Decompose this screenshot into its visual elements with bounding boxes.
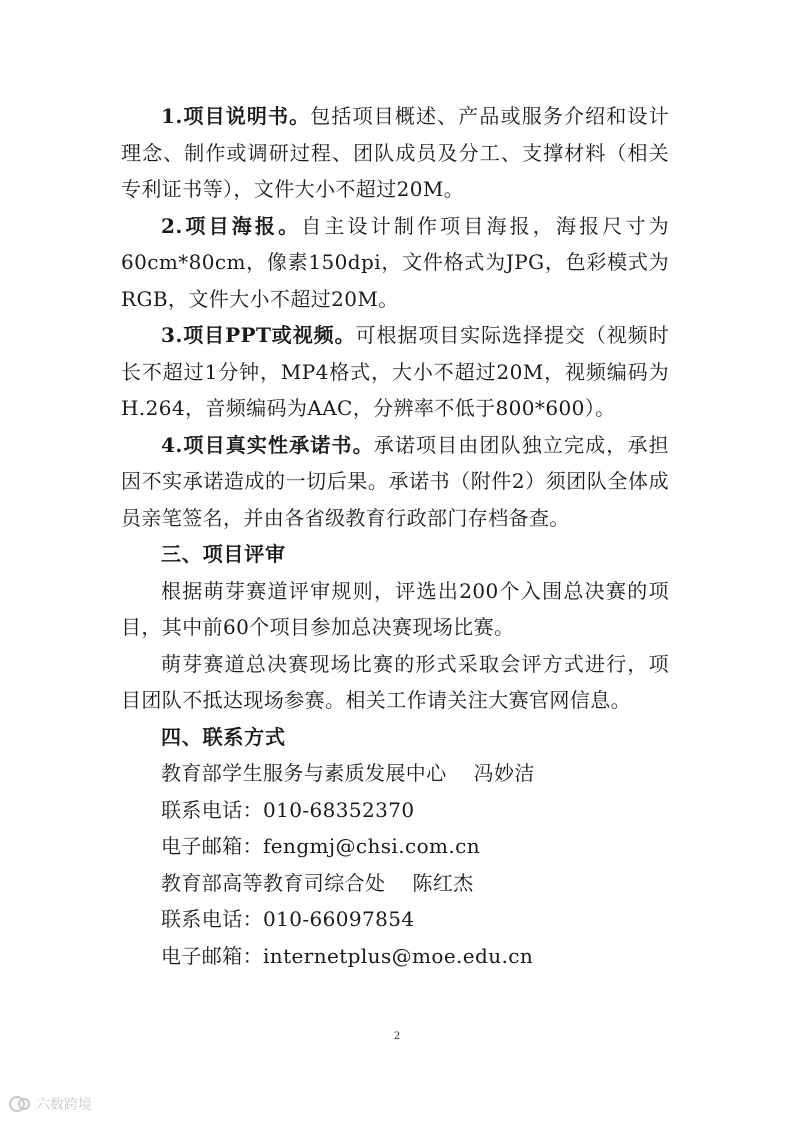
- contact-line: 联系电话：010-68352370: [161, 797, 415, 822]
- item-text: 可根据项目实际选择提交（视频时长不超过1分钟，MP4格式，大小不超过20M，视频编码为H.264，音频编码为AAC，分辨率不低于800*600）。: [121, 323, 669, 420]
- section-heading-review: 三、项目评审: [161, 542, 286, 566]
- section-heading-contact: 四、联系方式: [161, 724, 286, 749]
- contact-line: 电子邮箱：internetplus@moe.edu.cn: [161, 943, 534, 968]
- item-authenticity-pledge: [121, 427, 669, 537]
- item-project-poster: [121, 208, 669, 318]
- item-project-description: [121, 98, 669, 208]
- contact-line: 教育部高等教育司综合处 陈红杰: [161, 870, 474, 895]
- item-text: 承诺项目由团队独立完成，承担因不实承诺造成的一切后果。承诺书（附件2）须团队全体成员亲笔签名，并由各省级教育行政部门存档备查。: [121, 432, 669, 530]
- item-lead: 1.项目说明书。: [161, 104, 311, 128]
- document-body: [121, 98, 669, 974]
- review-paragraph: 萌芽赛道总决赛现场比赛的形式采取会评方式进行，项目团队不抵达现场参赛。相关工作请关注大赛官网信息。: [121, 651, 669, 712]
- item-lead: 4.项目真实性承诺书。: [161, 432, 374, 457]
- watermark-logo-icon: [8, 1095, 32, 1113]
- item-lead: 3.项目PPT或视频。: [161, 323, 356, 347]
- item-lead: 2.项目海报。: [161, 213, 302, 238]
- contact-line: 教育部学生服务与素质发展中心 冯妙洁: [161, 761, 535, 785]
- item-text: 包括项目概述、产品或服务介绍和设计理念、制作或调研过程、团队成员及分工、支撑材料（相关专利证书等），文件大小不超过20M。: [121, 104, 669, 201]
- item-project-ppt-video: [121, 317, 669, 427]
- contact-line: 电子邮箱：fengmj@chsi.com.cn: [161, 834, 481, 858]
- review-paragraph: 根据萌芽赛道评审规则，评选出200个入围总决赛的项目，其中前60个项目参加总决赛现场比赛。: [121, 578, 669, 639]
- contact-line: 联系电话：010-66097854: [161, 907, 415, 931]
- watermark-text: 六数跨境: [36, 1097, 92, 1113]
- item-text: 自主设计制作项目海报，海报尺寸为60cm*80cm，像素150dpi，文件格式为JPG，色彩模式为RGB，文件大小不超过20M。: [121, 213, 669, 311]
- watermark: [8, 1094, 92, 1114]
- page-number: 2: [394, 1028, 400, 1042]
